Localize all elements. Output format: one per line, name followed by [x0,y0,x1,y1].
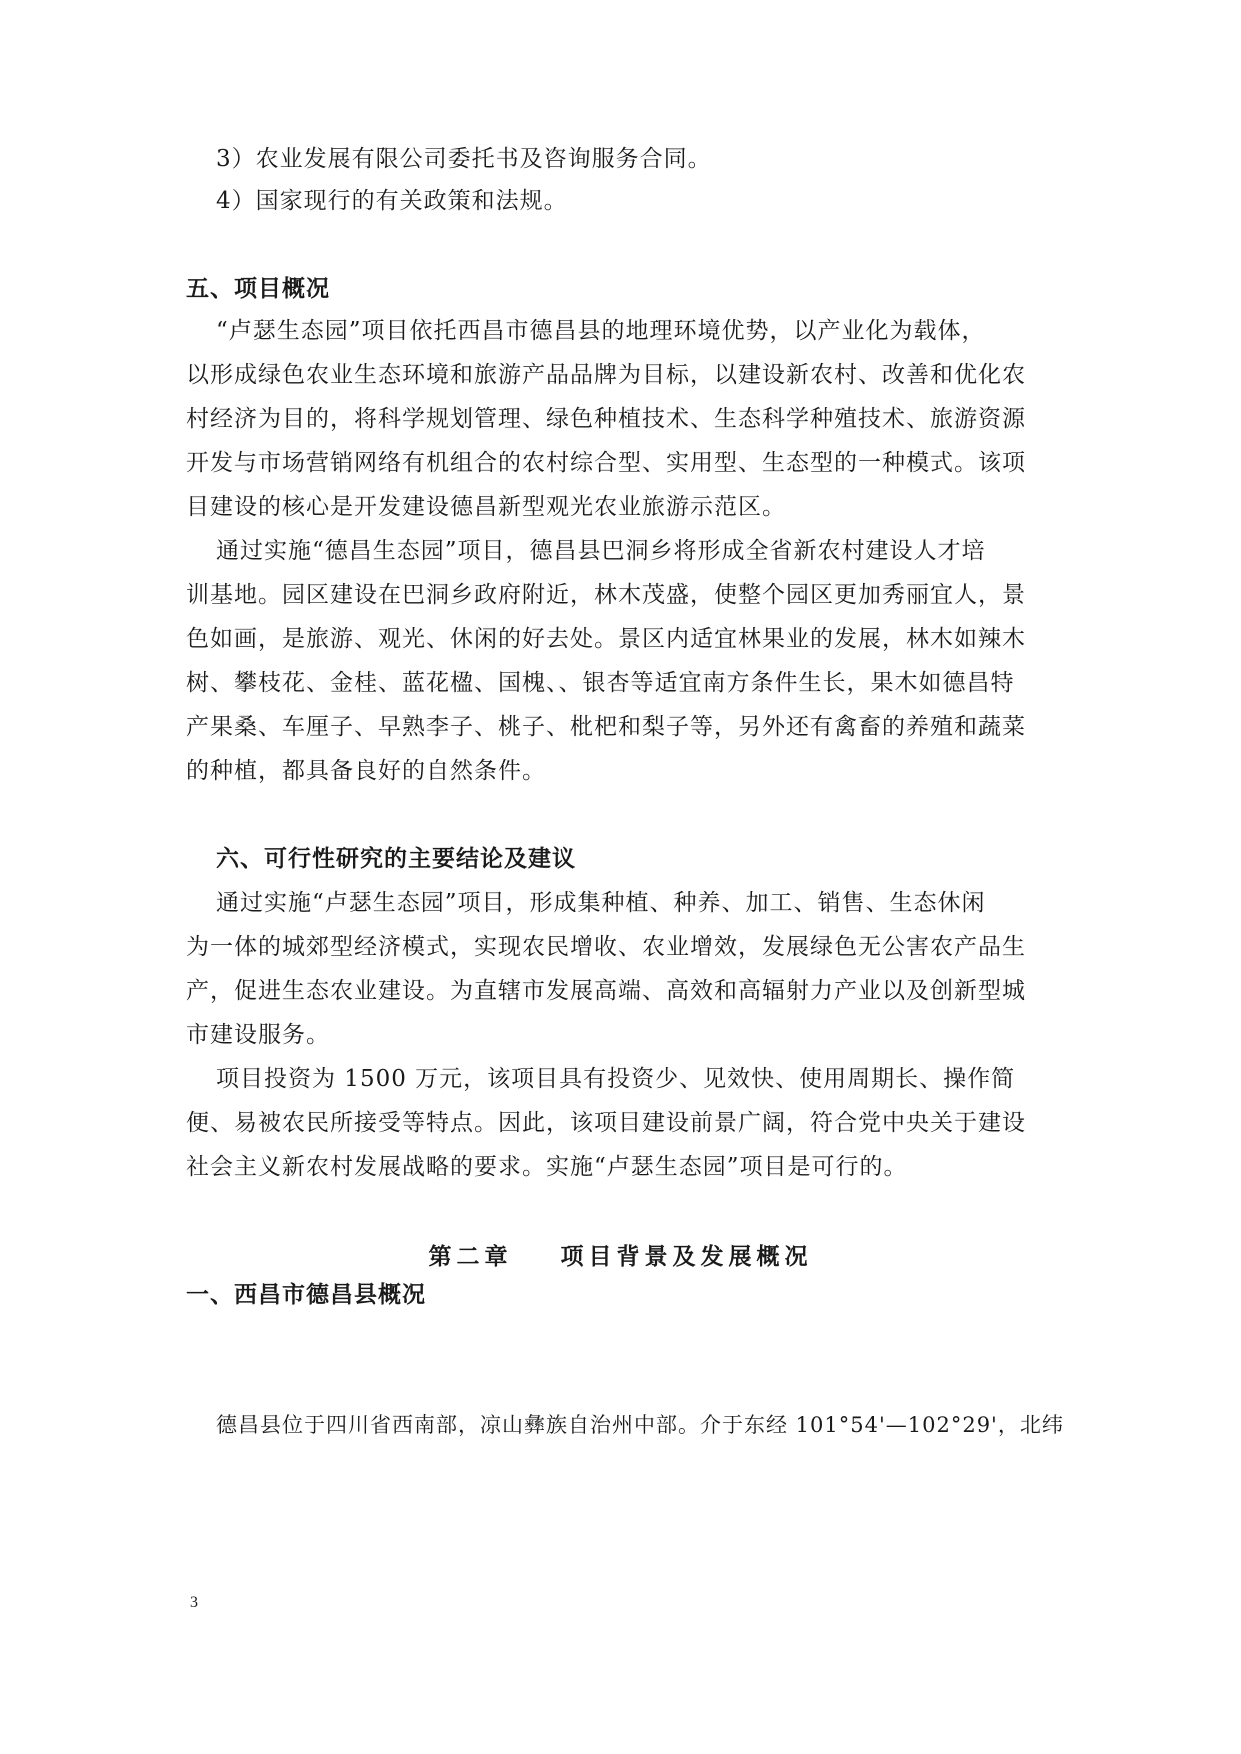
paragraph-line: 树、攀枝花、金桂、蓝花楹、国槐、、银杏等适宜南方条件生长，果木如德昌特 [186,670,1015,696]
paragraph-line: 通过实施“卢瑟生态园”项目，形成集种植、种养、加工、销售、生态休闲 [216,890,986,916]
chapter-title [0,1238,1241,1271]
chapter-name: 项目背景及发展概况 [560,1244,813,1270]
list-item: 4）国家现行的有关政策和法规。 [216,188,568,214]
paragraph-line: 为一体的城郊型经济模式，实现农民增收、农业增效，发展绿色无公害农产品生 [186,934,1026,960]
paragraph-line: 社会主义新农村发展战略的要求。实施“卢瑟生态园”项目是可行的。 [186,1154,908,1180]
paragraph-line: 通过实施“德昌生态园”项目，德昌县巴洞乡将形成全省新农村建设人才培 [216,538,986,564]
section-heading: 一、西昌市德昌县概况 [186,1282,426,1308]
paragraph-line: 以形成绿色农业生态环境和旅游产品品牌为目标，以建设新农村、改善和优化农 [186,362,1026,388]
paragraph-line: “卢瑟生态园”项目依托西昌市德昌县的地理环境优势，以产业化为载体， [216,318,986,344]
paragraph-line: 市建设服务。 [186,1022,330,1048]
paragraph-line: 村经济为目的，将科学规划管理、绿色种植技术、生态科学种殖技术、旅游资源 [186,406,1026,432]
paragraph-line: 产果桑、车厘子、早熟李子、桃子、枇杷和梨子等，另外还有禽畜的养殖和蔬菜 [186,714,1026,740]
paragraph-line: 德昌县位于四川省西南部，凉山彝族自治州中部。介于东经 101°54'—102°29'，北纬 [216,1413,1064,1437]
paragraph-line: 便、易被农民所接受等特点。因此，该项目建设前景广阔，符合党中央关于建设 [186,1110,1026,1136]
page-number: 3 [190,1594,198,1611]
paragraph-line: 产，促进生态农业建设。为直辖市发展高端、高效和高辐射力产业以及创新型城 [186,978,1026,1004]
chapter-number: 第二章 [428,1244,513,1270]
paragraph-line: 训基地。园区建设在巴洞乡政府附近，林木茂盛，使整个园区更加秀丽宜人，景 [186,582,1026,608]
list-item: 3）农业发展有限公司委托书及咨询服务合同。 [216,146,712,172]
paragraph-line: 的种植，都具备良好的自然条件。 [186,758,546,784]
paragraph-line: 开发与市场营销网络有机组合的农村综合型、实用型、生态型的一种模式。该项 [186,450,1026,476]
paragraph-line: 项目投资为 1500 万元，该项目具有投资少、见效快、使用周期长、操作简 [216,1066,1016,1092]
paragraph-line: 目建设的核心是开发建设德昌新型观光农业旅游示范区。 [186,494,786,520]
section-heading: 六、可行性研究的主要结论及建议 [216,846,576,872]
paragraph-line: 色如画，是旅游、观光、休闲的好去处。景区内适宜林果业的发展，林木如辣木 [186,626,1026,652]
section-heading: 五、项目概况 [186,276,330,302]
